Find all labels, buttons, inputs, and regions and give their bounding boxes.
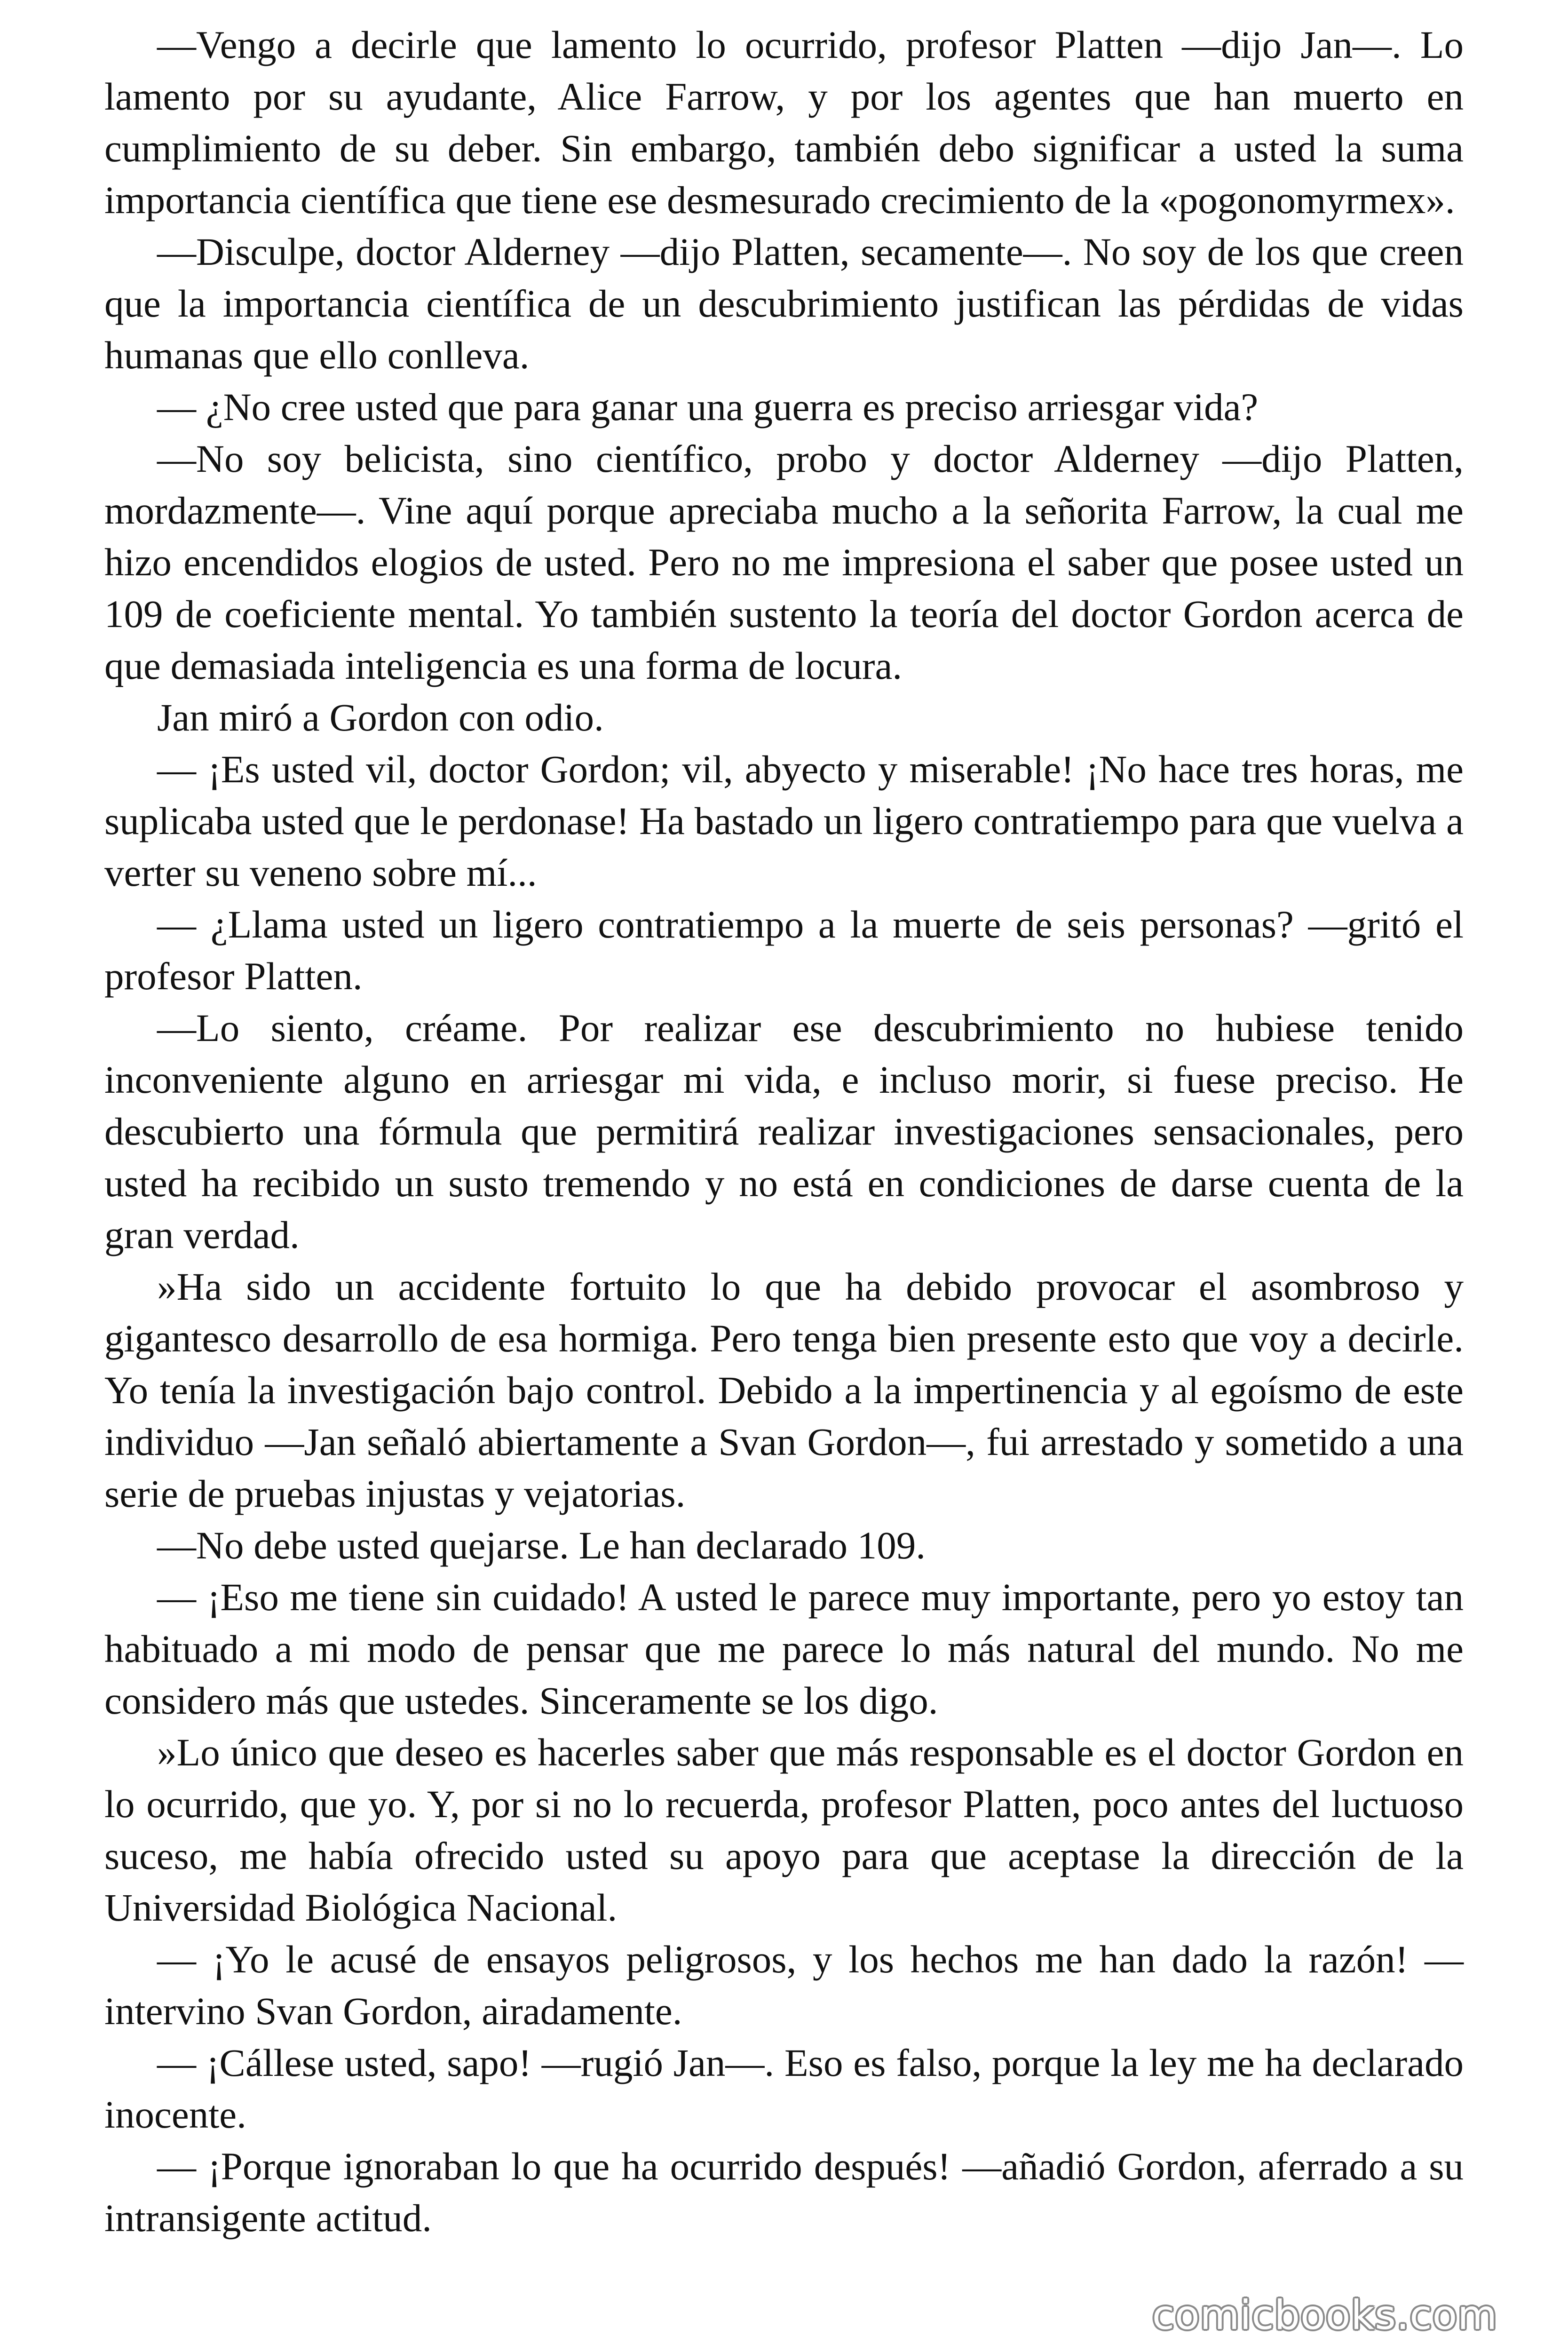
paragraph: Jan miró a Gordon con odio.	[157, 696, 604, 739]
paragraph: — ¡Yo le acusé de ensayos peligrosos, y los hechos me han dado la razón! —intervino Svan Gordon, airadamente.	[104, 1938, 1464, 2033]
paragraph: — ¡Cállese usted, sapo! —rugió Jan—. Eso es falso, porque la ley me ha declarado inocente.	[104, 2041, 1464, 2136]
paragraph: »Ha sido un accidente fortuito lo que ha debido provocar el asombroso y gigantesco desarrollo de esa hormiga. Pero tenga bien presente esto que voy a decirle. Yo tenía la investigación bajo control. Debido a la impertinencia y al egoísmo de este individuo —Jan señaló abiertamente a Svan Gordon—, fui arrestado y sometido a una serie de pruebas injustas y vejatorias.	[104, 1265, 1464, 1515]
paragraph: —No soy belicista, sino científico, probo y doctor Alderney —dijo Platten, mordazmente—. Vine aquí porque apreciaba mucho a la señorita Farrow, la cual me hizo encendidos elogios de usted. Pero no me impresiona el saber que posee usted un 109 de coeficiente mental. Yo también sustento la teoría del doctor Gordon acerca de que demasiada inteligencia es una forma de locura.	[104, 437, 1464, 687]
paragraph: —Vengo a decirle que lamento lo ocurrido, profesor Platten —dijo Jan—. Lo lamento por su ayudante, Alice Farrow, y por los agentes que han muerto en cumplimiento de su deber. Sin embargo, también debo significar a usted la suma importancia científica que tiene ese desmesurado crecimiento de la «pogonomyrmex».	[104, 23, 1464, 222]
paragraph: — ¡Eso me tiene sin cuidado! A usted le parece muy importante, pero yo estoy tan habituado a mi modo de pensar que me parece lo más natural del mundo. No me considero más que ustedes. Sinceramente se los digo.	[104, 1575, 1464, 1722]
body-text	[104, 19, 1464, 2244]
paragraph: — ¡Es usted vil, doctor Gordon; vil, abyecto y miserable! ¡No hace tres horas, me suplicaba usted que le perdonase! Ha bastado un ligero contratiempo para que vuelva a verter su veneno sobre mí...	[104, 747, 1464, 894]
paragraph: —Lo siento, créame. Por realizar ese descubrimiento no hubiese tenido inconveniente alguno en arriesgar mi vida, e incluso morir, si fuese preciso. He descubierto una fórmula que permitirá realizar investigaciones sensacionales, pero usted ha recibido un susto tremendo y no está en condiciones de darse cuenta de la gran verdad.	[104, 1006, 1464, 1256]
paragraph: — ¿No cree usted que para ganar una guerra es preciso arriesgar vida?	[157, 385, 1259, 429]
paragraph: —No debe usted quejarse. Le han declarado 109.	[157, 1524, 926, 1567]
paragraph: — ¡Porque ignoraban lo que ha ocurrido después! —añadió Gordon, aferrado a su intransigente actitud.	[104, 2145, 1464, 2240]
watermark: comicbooks.com	[1152, 2292, 1497, 2339]
paragraph: — ¿Llama usted un ligero contratiempo a la muerte de seis personas? —gritó el profesor Platten.	[104, 903, 1464, 998]
paragraph: »Lo único que deseo es hacerles saber que más responsable es el doctor Gordon en lo ocurrido, que yo. Y, por si no lo recuerda, profesor Platten, poco antes del luctuoso suceso, me había ofrecido usted su apoyo para que aceptase la dirección de la Universidad Biológica Nacional.	[104, 1731, 1464, 1929]
paragraph: —Disculpe, doctor Alderney —dijo Platten, secamente—. No soy de los que creen que la importancia científica de un descubrimiento justifican las pérdidas de vidas humanas que ello conlleva.	[104, 230, 1464, 377]
